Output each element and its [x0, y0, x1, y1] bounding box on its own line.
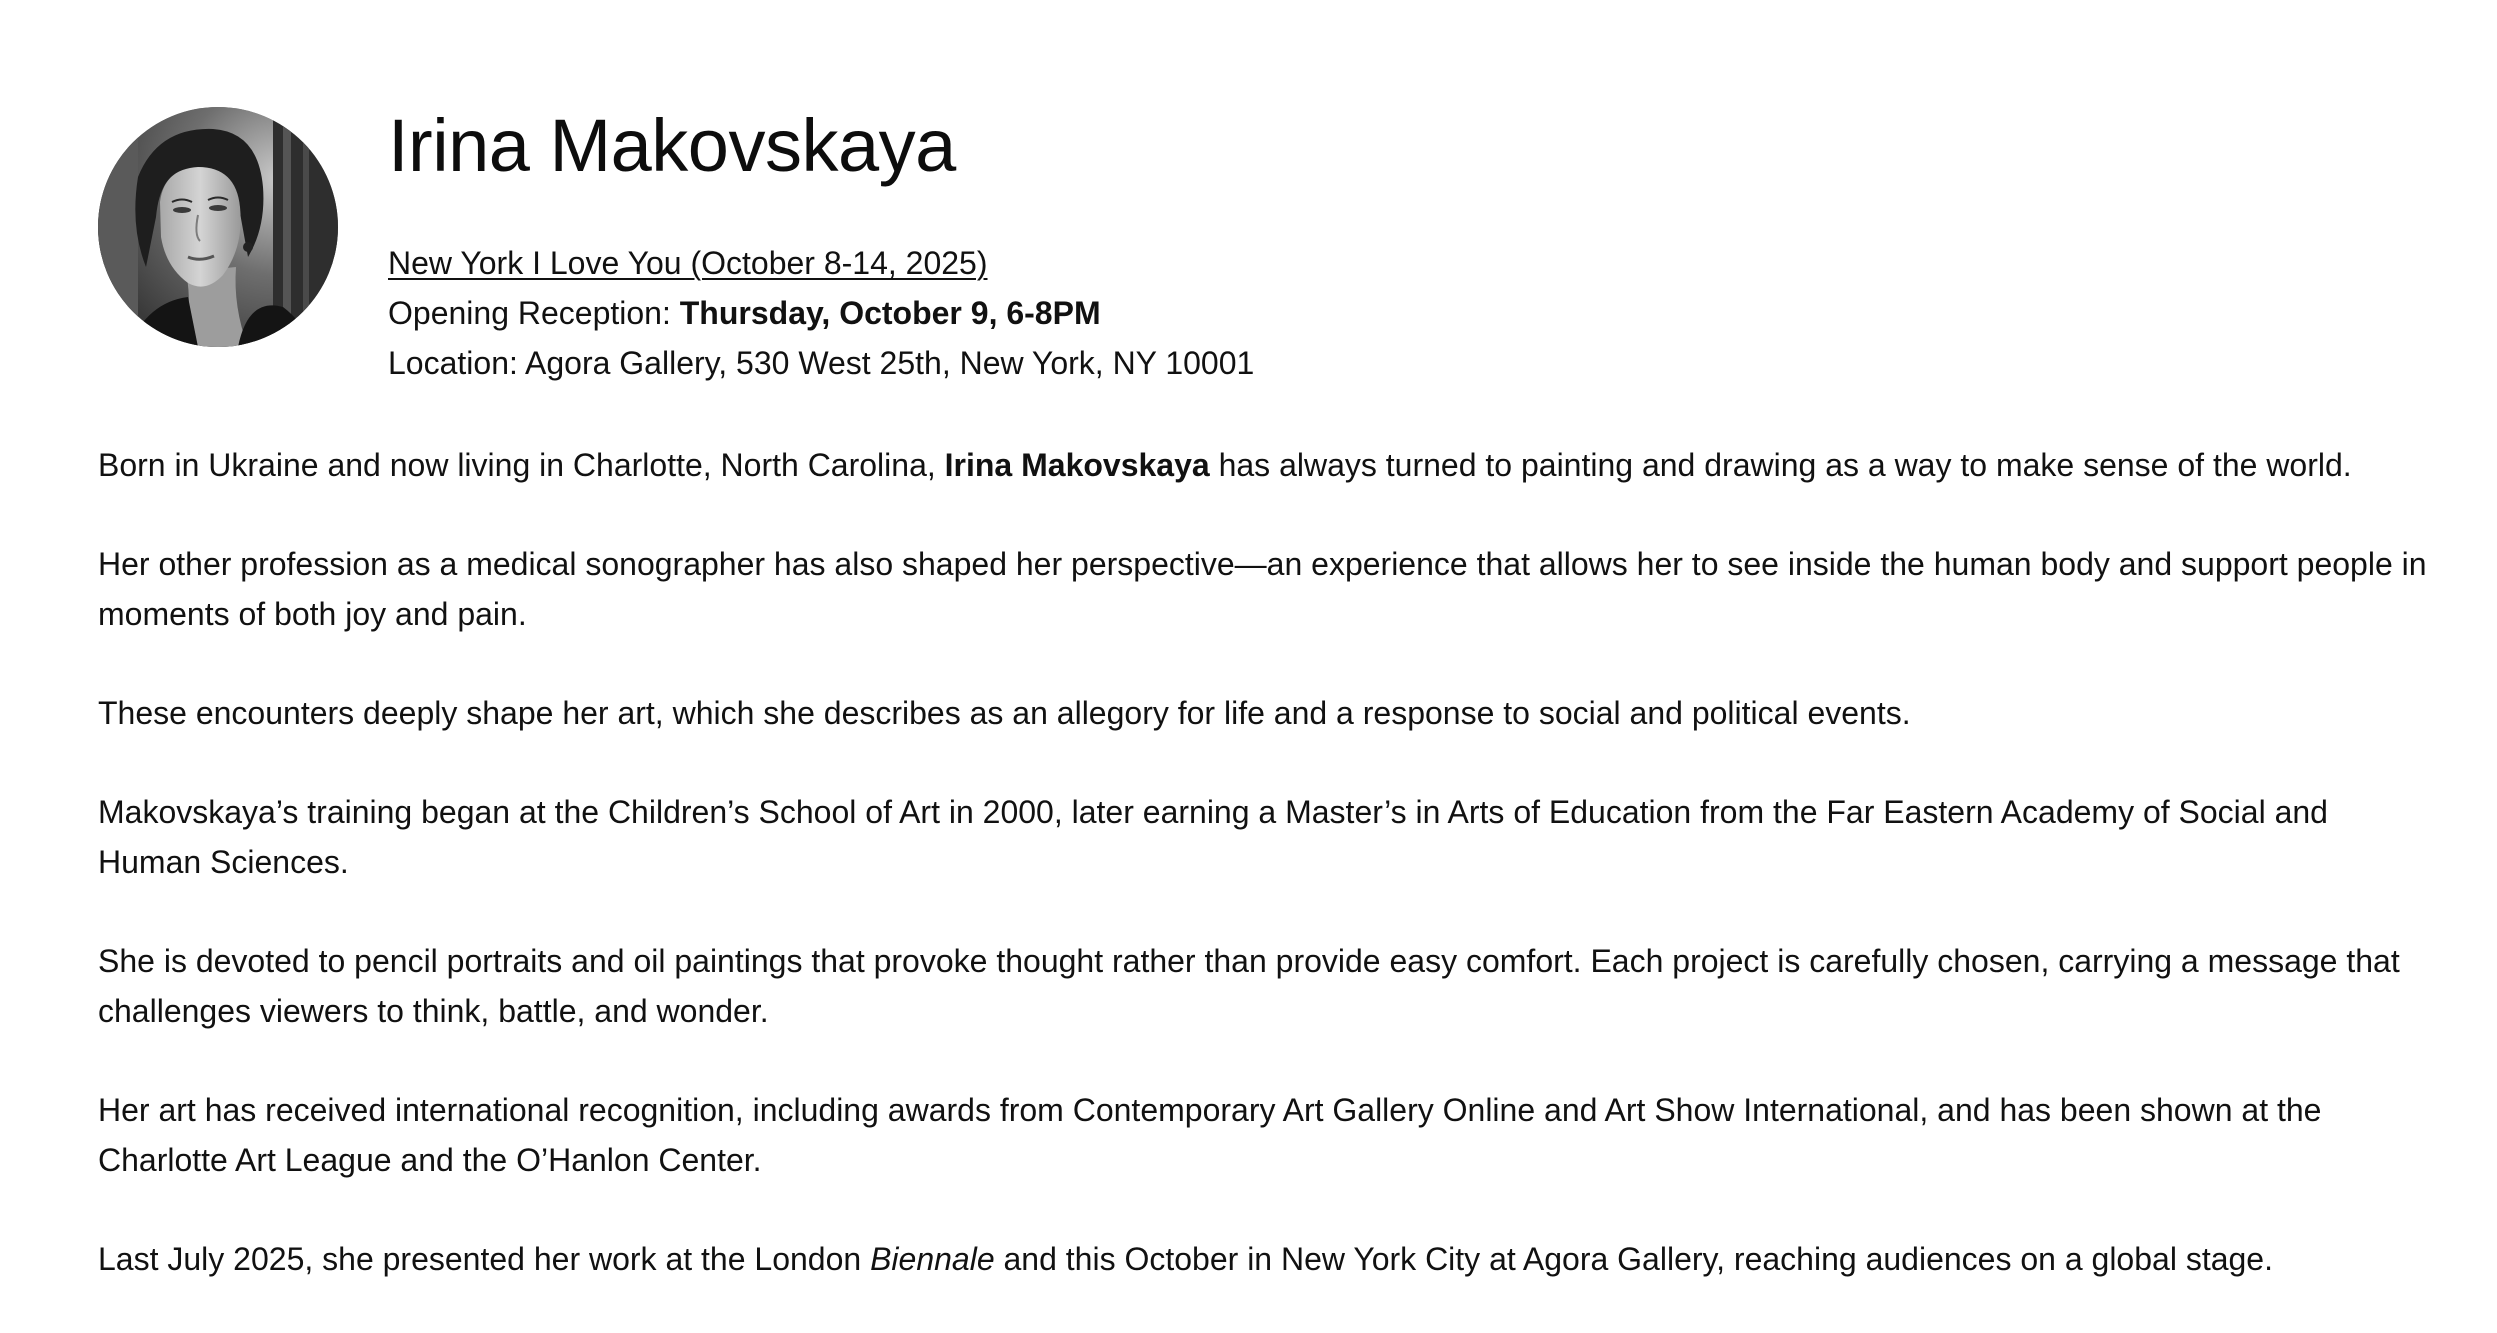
artist-page — [98, 0, 2438, 1277]
bio-p1-end: has always turned to painting and drawing as a way to make sense of the world. — [1209, 447, 2352, 483]
bio-paragraph-5: She is devoted to pencil portraits and oil paintings that provoke thought rather than provide easy comfort. Each project is carefully chosen, carrying a message that challenges viewers to think, battle, and wonder. — [98, 943, 2400, 1029]
artist-name: Irina Makovskaya — [388, 104, 956, 187]
bio-paragraph-4: Makovskaya’s training began at the Children’s School of Art in 2000, later earning a Master’s in Arts of Education from the Far Eastern Academy of Social and Human Sciences. — [98, 794, 2328, 880]
bio-paragraph-3: These encounters deeply shape her art, which she describes as an allegory for life and a response to social and political events. — [98, 695, 1911, 731]
exhibition-link[interactable]: New York I Love You (October 8-14, 2025) — [388, 245, 988, 281]
bio-paragraph-7 — [98, 1234, 2438, 1284]
location: Location: Agora Gallery, 530 West 25th, New York, NY 10001 — [388, 345, 1255, 381]
artist-bio — [98, 440, 2438, 1333]
bio-p1-name: Irina Makovskaya — [944, 447, 1210, 483]
bio-p7-biennale: Biennale — [870, 1241, 995, 1277]
opening-reception — [388, 288, 1254, 338]
reception-value: Thursday, October 9, 6-8PM — [679, 295, 1101, 331]
bio-paragraph-6: Her art has received international recognition, including awards from Contemporary Art Gallery Online and Art Show International, and has been shown at the Charlotte Art League and the O’Hanlon Center. — [98, 1092, 2322, 1178]
exhibition-info — [388, 238, 1254, 388]
artist-header — [98, 0, 2438, 392]
header-text — [388, 96, 1254, 388]
bio-p1-start: Born in Ukraine and now living in Charlotte, North Carolina, — [98, 447, 945, 483]
bio-p7-end: and this October in New York City at Agora Gallery, reaching audiences on a global stage. — [994, 1241, 2273, 1277]
bio-paragraph-1 — [98, 440, 2438, 490]
avatar — [98, 107, 338, 347]
bio-paragraph-2: Her other profession as a medical sonographer has also shaped her perspective—an experience that allows her to see inside the human body and support people in moments of both joy and pain. — [98, 546, 2427, 632]
avatar-portrait-image — [98, 107, 338, 347]
bio-p7-start: Last July 2025, she presented her work at the London — [98, 1241, 871, 1277]
reception-label: Opening Reception: — [388, 295, 680, 331]
exhibition-link-line — [388, 238, 1254, 288]
